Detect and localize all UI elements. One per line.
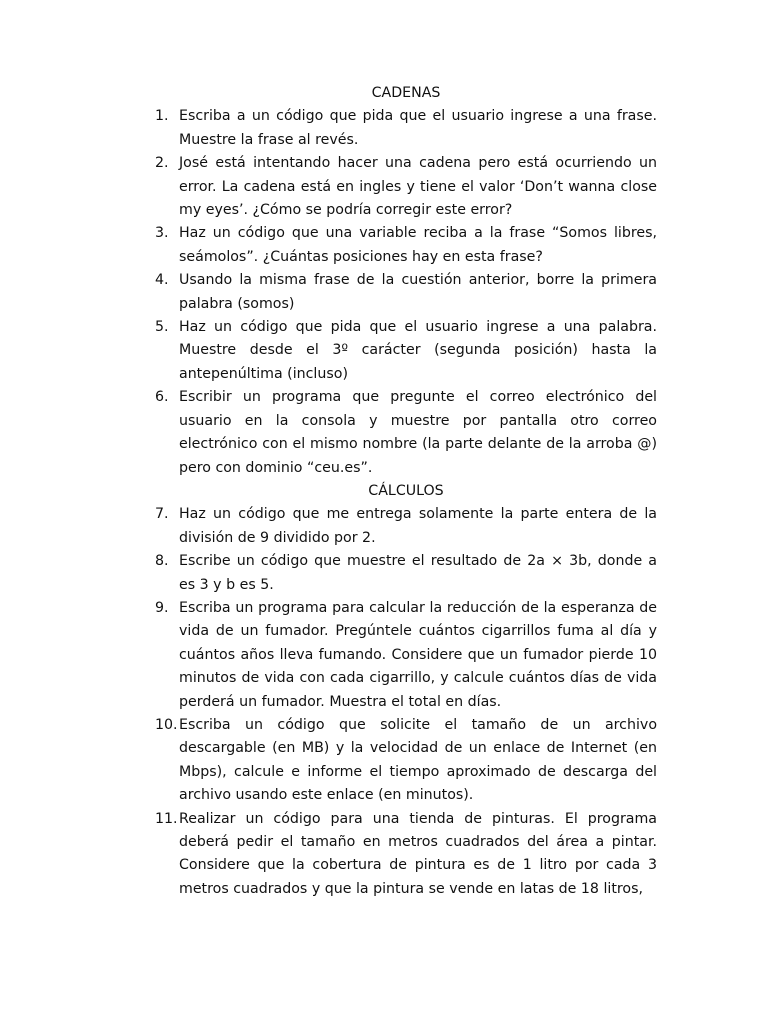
list-item bbox=[155, 269, 657, 316]
list-item bbox=[155, 808, 657, 902]
list-item-text: Escriba un código que solicite el tamaño de un archivo descargable (en MB) y la velocidad de un enlace de Internet (en Mbps), calcule e informe el tiempo aproximado de descarga del archivo usando este enlace (en minutos). bbox=[179, 716, 657, 804]
list-item-text: Escribe un código que muestre el resultado de 2a × 3b, donde a es 3 y b es 5. bbox=[179, 553, 657, 593]
list-item-number: 8. bbox=[155, 553, 169, 570]
list-item-number: 3. bbox=[155, 225, 169, 242]
list-item bbox=[155, 714, 657, 808]
list-item bbox=[155, 105, 657, 152]
list-item-number: 4. bbox=[155, 272, 169, 289]
list-item bbox=[155, 316, 657, 386]
section-heading-calculos: CÁLCULOS bbox=[368, 482, 444, 499]
list-item-text: Haz un código que una variable reciba a la frase “Somos libres, seámolos”. ¿Cuántas posiciones hay en esta frase? bbox=[179, 225, 657, 265]
list-item-number: 5. bbox=[155, 319, 169, 336]
list-item bbox=[155, 222, 657, 269]
list-item-number: 6. bbox=[155, 389, 169, 406]
list-item-text: Haz un código que me entrega solamente la parte entera de la división de 9 dividido por 2. bbox=[179, 506, 657, 546]
list-item-number: 7. bbox=[155, 506, 169, 523]
list-item-number: 1. bbox=[155, 108, 169, 125]
list-item bbox=[155, 386, 657, 480]
list-item-text: Haz un código que pida que el usuario ingrese a una palabra. Muestre desde el 3º carácter (segunda posición) hasta la antepenúltima (incluso) bbox=[179, 319, 657, 382]
list-item bbox=[155, 597, 657, 714]
list-item-text: Escribir un programa que pregunte el correo electrónico del usuario en la consola y muestre por pantalla otro correo electrónico con el mismo nombre (la parte delante de la arroba @) pero con dominio “ceu.es”. bbox=[179, 389, 657, 476]
document-body bbox=[155, 82, 657, 901]
list-item-text: Realizar un código para una tienda de pinturas. El programa deberá pedir el tamaño en metros cuadrados del área a pintar. Considere que la cobertura de pintura es de 1 litro por cada 3 metros cuadrados y que la pintura se vende en latas de 18 litros, bbox=[179, 810, 657, 897]
list-item-number: 2. bbox=[155, 155, 169, 172]
list-item-number: 10. bbox=[155, 716, 178, 733]
list-item-text: Escriba a un código que pida que el usuario ingrese a una frase. Muestre la frase al revés. bbox=[179, 108, 657, 148]
section-heading-cadenas: CADENAS bbox=[371, 85, 441, 101]
list-item-number: 11. bbox=[155, 810, 178, 827]
list-item bbox=[155, 503, 657, 550]
list-item-text: Usando la misma frase de la cuestión anterior, borre la primera palabra (somos) bbox=[179, 272, 657, 312]
list-item-number: 9. bbox=[155, 599, 169, 616]
list-item-text: Escriba un programa para calcular la reducción de la esperanza de vida de un fumador. Pregúntele cuántos cigarrillos fuma al día y cuántos años lleva fumando. Considere que un fumador pierde 10 minutos de vida con cada cigarrillo, y calcule cuántos días de vida perderá un fumador. Muestra el total en días. bbox=[179, 599, 657, 710]
list-item bbox=[155, 550, 657, 597]
list-item bbox=[155, 152, 657, 222]
list-item-text: José está intentando hacer una cadena pero está ocurriendo un error. La cadena está en ingles y tiene el valor ‘Don’t wanna close my eyes’. ¿Cómo se podría corregir este error? bbox=[179, 155, 657, 219]
